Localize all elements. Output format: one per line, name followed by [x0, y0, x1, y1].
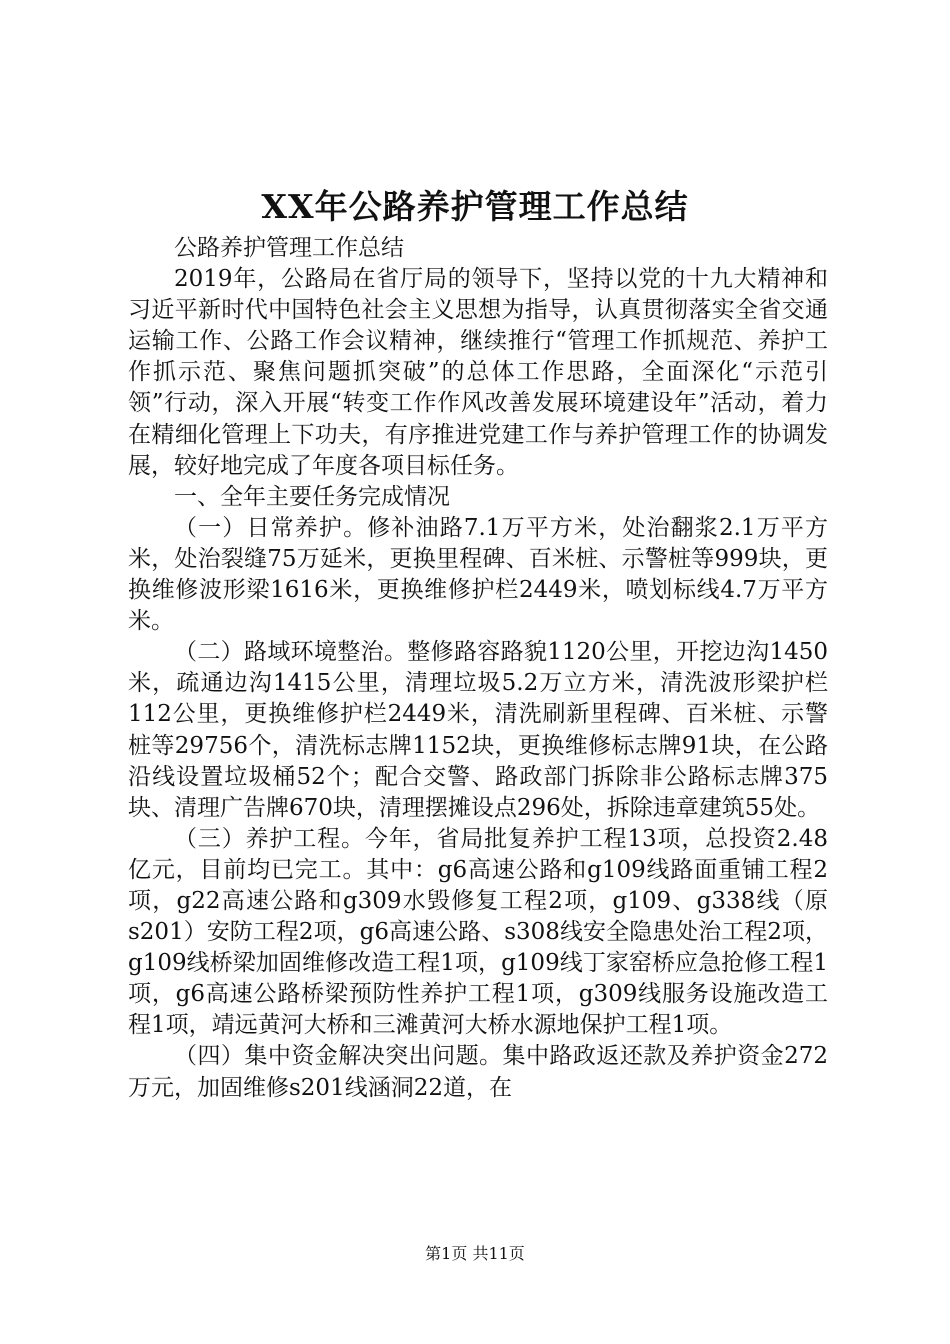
paragraph-daily-maintenance: （一）日常养护。修补油路7.1万平方米，处治翻浆2.1万平方米，处治裂缝75万延米，更换里程碑、百米桩、示警桩等999块，更换维修波形梁1616米，更换维修护栏2449米，喷划标线4.7万平方米。 [128, 514, 828, 635]
paragraph-intro: 2019年，公路局在省厅局的领导下，坚持以党的十九大精神和习近平新时代中国特色社会主义思想为指导，认真贯彻落实全省交通运输工作、公路工作会议精神，继续推行“管理工作抓规范、养护工作抓示范、聚焦问题抓突破”的总体工作思路，全面深化“示范引领”行动，深入开展“转变工作作风改善发展环境建设年”活动，着力在精细化管理上下功夫，有序推进党建工作与养护管理工作的协调发展，较好地完成了年度各项目标任务。 [128, 266, 828, 479]
document-title: XX年公路养护管理工作总结 [261, 187, 689, 226]
paragraph-roadside-environment: （二）路域环境整治。整修路容路貌1120公里，开挖边沟1450米，疏通边沟1415公里，清理垃圾5.2万立方米，清洗波形梁护栏112公里，更换维修护栏2449米，清洗刷新里程碑、百米桩、示警桩等29756个，清洗标志牌1152块，更换维修标志牌91块，在公路沿线设置垃圾桶52个；配合交警、路政部门拆除非公路标志牌375块、清理广告牌670块，清理摆摊设点296处，拆除违章建筑55处。 [128, 639, 828, 821]
section-heading: 一、全年主要任务完成情况 [174, 483, 450, 510]
paragraph-subtitle: 公路养护管理工作总结 [174, 235, 404, 261]
document-body [128, 233, 828, 1104]
page-number: 第1页 共11页 [425, 1244, 525, 1263]
paragraph-funding-issues: （四）集中资金解决突出问题。集中路政返还款及养护资金272万元，加固维修s201线涵洞22道，在 [128, 1043, 828, 1101]
paragraph-maintenance-projects: （三）养护工程。今年，省局批复养护工程13项，总投资2.48亿元，目前均已完工。其中：g6高速公路和g109线路面重铺工程2项，g22高速公路和g309水毁修复工程2项，g109、g338线（原s201）安防工程2项，g6高速公路、s308线安全隐患处治工程2项，g109线桥梁加固维修改造工程1项，g109线丁家窑桥应急抢修工程1项，g6高速公路桥梁预防性养护工程1项，g309线服务设施改造工程1项，靖远黄河大桥和三滩黄河大桥水源地保护工程1项。 [128, 825, 828, 1039]
